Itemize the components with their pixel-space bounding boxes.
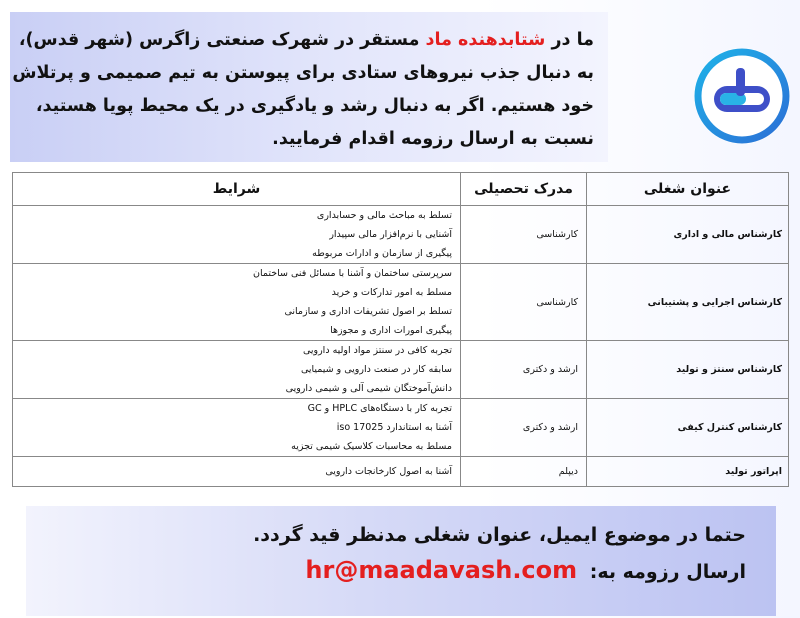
requirement-item: آشنا به اصول کارخانجات دارویی: [325, 466, 452, 477]
job-title: کارشناس مالی و اداری: [587, 206, 789, 264]
intro-line-1: [20, 24, 594, 57]
intro-line-4: نسبت به ارسال رزومه اقدام فرمایید.: [272, 129, 594, 149]
requirement-item: پیگیری از سازمان و ادارات مربوطه: [312, 248, 452, 259]
job-requirements: [13, 457, 461, 487]
table-row: [13, 457, 789, 487]
job-degree: دیپلم: [461, 457, 587, 487]
requirement-item: دانش‌آموختگان شیمی آلی و شیمی دارویی: [285, 383, 452, 394]
email-link[interactable]: hr@maadavash.com: [305, 556, 578, 584]
requirement-item: تسلط بر اصول تشریفات اداری و سازمانی: [284, 306, 452, 317]
requirement-item: سرپرستی ساختمان و آشنا با مسائل فنی ساختمان: [253, 268, 452, 279]
header-requirements: شرایط: [13, 173, 461, 206]
intro-line-1-pre: ما در: [551, 30, 594, 50]
header-title: عنوان شغلی: [587, 173, 789, 206]
send-resume-label: ارسال رزومه به:: [589, 561, 746, 583]
job-degree: کارشناسی: [461, 264, 587, 341]
table-row: [13, 264, 789, 341]
requirement-item: تجربه کافی در سنتز مواد اولیه دارویی: [302, 345, 452, 356]
intro-line-1-post: مستقر در شهرک صنعتی زاگرس (شهر قدس)،: [18, 30, 420, 50]
intro-line-3: خود هستیم. اگر به دنبال رشد و یادگیری در یک محیط پویا هستید،: [35, 96, 594, 116]
requirement-item: مسلط به امور تدارکات و خرید: [331, 287, 452, 298]
intro-box: [10, 12, 608, 162]
job-requirements: [13, 341, 461, 399]
job-degree: ارشد و دکتری: [461, 399, 587, 457]
requirement-item: تجربه کار با دستگاه‌های HPLC و GC: [307, 403, 452, 414]
intro-line-2: به دنبال جذب نیروهای ستادی برای پیوستن به تیم صمیمی و پرتلاش: [12, 63, 594, 83]
requirement-item: مسلط به محاسبات کلاسیک شیمی تجزیه: [291, 441, 452, 452]
header-degree: مدرک تحصیلی: [461, 173, 587, 206]
job-title: کارشناس اجرایی و پشتیبانی: [587, 264, 789, 341]
job-requirements: [13, 399, 461, 457]
requirement-item: آشنایی با نرم‌افزار مالی سپیدار: [329, 229, 452, 240]
requirement-item: سابقه کار در صنعت دارویی و شیمیایی: [300, 364, 452, 375]
job-requirements: [13, 206, 461, 264]
table-header-row: [13, 173, 789, 206]
jobs-table: [12, 172, 789, 487]
table-row: [13, 341, 789, 399]
requirement-item: تسلط به مباحث مالی و حسابداری: [316, 210, 452, 221]
company-name-highlight: شتابدهنده ماد: [425, 30, 546, 50]
job-title: اپراتور تولید: [587, 457, 789, 487]
job-title: کارشناس کنترل کیفی: [587, 399, 789, 457]
footer-send-line: [26, 553, 746, 590]
maad-logo-icon: [690, 44, 794, 148]
job-title: کارشناس سنتز و تولید: [587, 341, 789, 399]
job-degree: ارشد و دکتری: [461, 341, 587, 399]
job-requirements: [13, 264, 461, 341]
table-row: [13, 206, 789, 264]
requirement-item: آشنا به استاندارد iso 17025: [336, 422, 452, 433]
table-row: [13, 399, 789, 457]
footer-subject-note: حتما در موضوع ایمیل، عنوان شغلی مدنظر قید گردد.: [253, 524, 746, 546]
footer-box: [26, 506, 776, 616]
requirement-item: پیگیری امورات اداری و مجوزها: [330, 325, 452, 336]
job-degree: کارشناسی: [461, 206, 587, 264]
